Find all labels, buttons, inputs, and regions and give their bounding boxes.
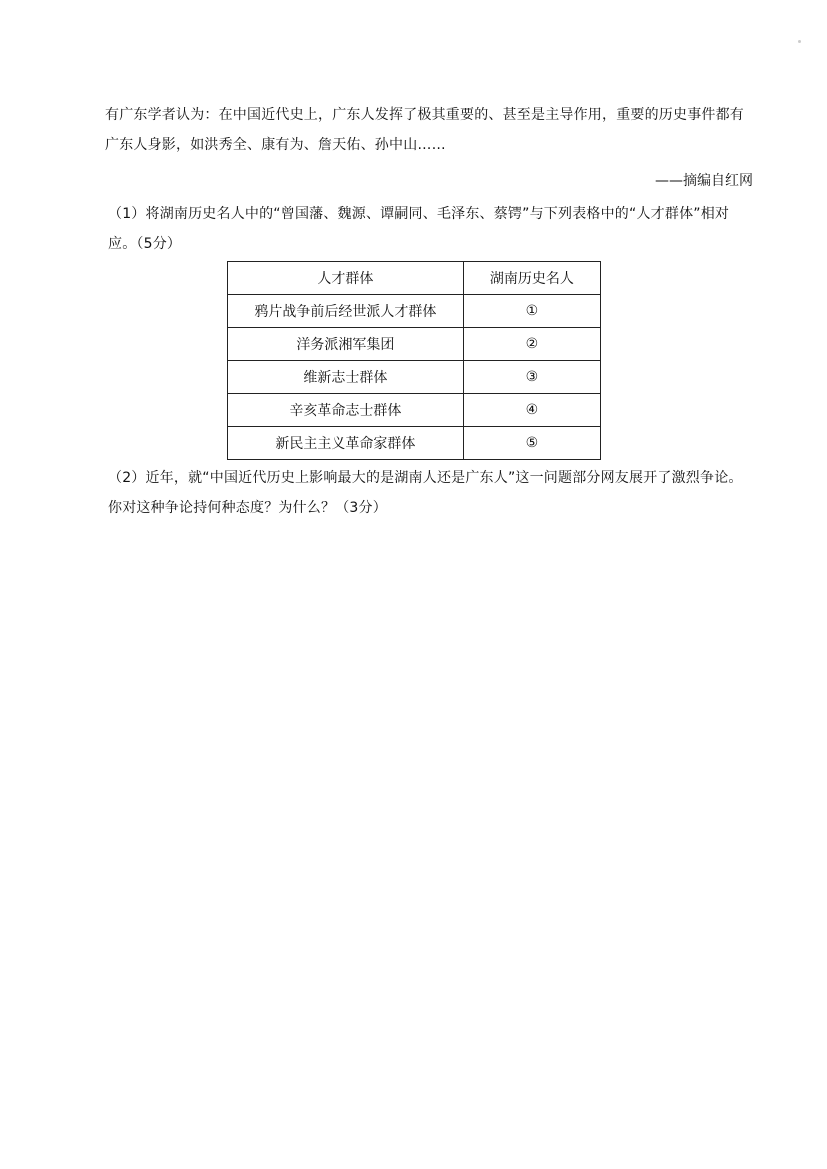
row-group: 鸦片战争前后经世派人才群体 (228, 295, 464, 328)
question-1: （1）将湖南历史名人中的“曾国藩、魏源、谭嗣同、毛泽东、蔡锷”与下列表格中的“人才群体”相对应。（5分） (108, 206, 730, 252)
header-person: 湖南历史名人 (463, 262, 600, 295)
row-mark: ② (463, 328, 600, 361)
table-row (228, 328, 601, 361)
row-mark: ⑤ (463, 427, 600, 460)
row-mark: ④ (463, 394, 600, 427)
row-group: 辛亥革命志士群体 (228, 394, 464, 427)
row-mark: ① (463, 295, 600, 328)
passage-text: 有广东学者认为：在中国近代史上，广东人发挥了极其重要的、甚至是主导作用，重要的历史事件都有广东人身影，如洪秀全、康有为、詹天佑、孙中山…… (105, 107, 744, 153)
question-2: （2）近年，就“中国近代历史上影响最大的是湖南人还是广东人”这一问题部分网友展开了激烈争论。你对这种争论持何种态度？为什么？（3分） (108, 470, 743, 516)
table-row (228, 361, 601, 394)
row-mark: ③ (463, 361, 600, 394)
table-row (228, 427, 601, 460)
talent-table (227, 261, 601, 460)
table-header-row (228, 262, 601, 295)
passage-source: ——摘编自红网 (655, 173, 753, 189)
row-group: 新民主主义革命家群体 (228, 427, 464, 460)
header-group: 人才群体 (228, 262, 464, 295)
table-row (228, 295, 601, 328)
table-row (228, 394, 601, 427)
row-group: 洋务派湘军集团 (228, 328, 464, 361)
corner-dot (798, 40, 801, 43)
row-group: 维新志士群体 (228, 361, 464, 394)
